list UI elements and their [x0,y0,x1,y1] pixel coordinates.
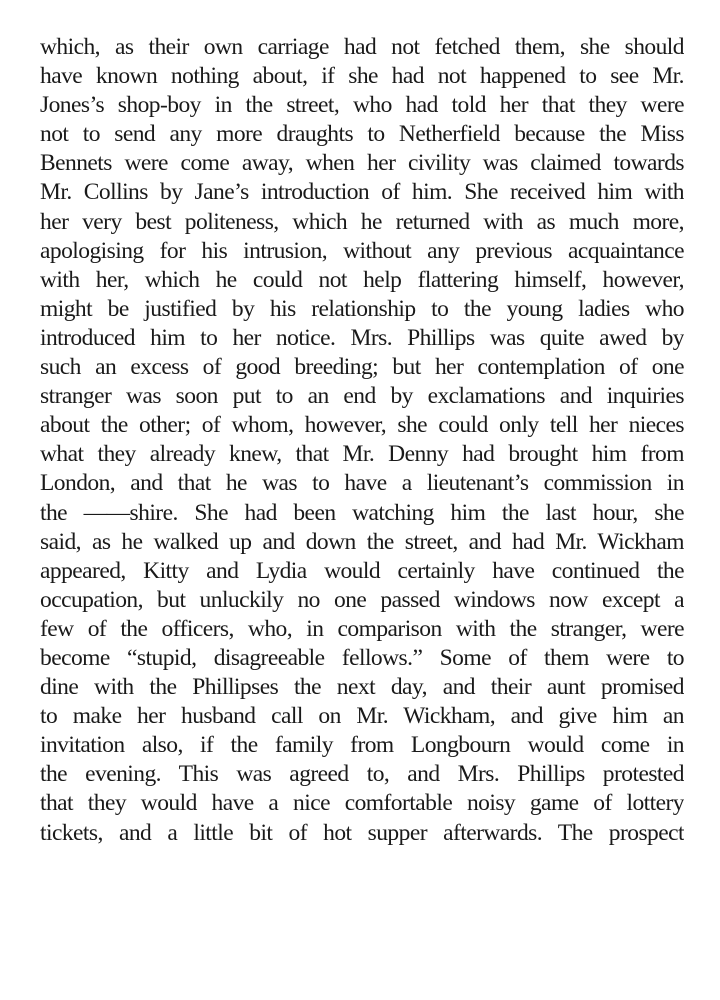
text-line: stranger was soon put to an end by exclamations and inquiries [40,383,684,410]
text-line: appeared, Kitty and Lydia would certainly have continued the [40,557,684,584]
text-line: the ——shire. She had been watching him the last hour, she [40,499,684,526]
text-line: might be justified by his relationship to the young ladies who [40,295,684,322]
text-line: which, as their own carriage had not fetched them, she should [40,34,684,60]
text-line: Bennets were come away, when her civility was claimed towards [40,150,684,177]
text-line: about the other; of whom, however, she could only tell her nieces [40,412,684,439]
text-line: occupation, but unluckily no one passed windows now except a [40,586,684,613]
text-line: her very best politeness, which he returned with as much more, [40,208,684,235]
text-line: tickets, and a little bit of hot supper afterwards. The prospect [40,819,684,846]
text-line: the evening. This was agreed to, and Mrs. Phillips protested [40,761,684,788]
text-line: invitation also, if the family from Longbourn would come in [40,732,684,759]
text-line: introduced him to her notice. Mrs. Phillips was quite awed by [40,324,684,351]
text-line: London, and that he was to have a lieutenant’s commission in [40,470,684,497]
text-line: that they would have a nice comfortable noisy game of lottery [40,790,684,817]
text-line: Mr. Collins by Jane’s introduction of him. She received him with [40,179,684,206]
body-paragraph [40,33,684,848]
text-line: become “stupid, disagreeable fellows.” Some of them were to [40,644,684,671]
text-line: dine with the Phillipses the next day, and their aunt promised [40,674,684,701]
text-line: few of the officers, who, in comparison with the stranger, were [40,615,684,642]
text-line: to make her husband call on Mr. Wickham, and give him an [40,703,684,730]
text-line: with her, which he could not help flattering himself, however, [40,266,684,293]
text-line: have known nothing about, if she had not happened to see Mr. [40,63,684,90]
text-line: not to send any more draughts to Netherfield because the Miss [40,121,684,148]
text-line: such an excess of good breeding; but her contemplation of one [40,354,684,381]
text-line: Jones’s shop-boy in the street, who had told her that they were [40,92,684,119]
text-line: what they already knew, that Mr. Denny had brought him from [40,441,684,468]
text-line: said, as he walked up and down the street, and had Mr. Wickham [40,528,684,555]
text-line: apologising for his intrusion, without any previous acquaintance [40,237,684,264]
